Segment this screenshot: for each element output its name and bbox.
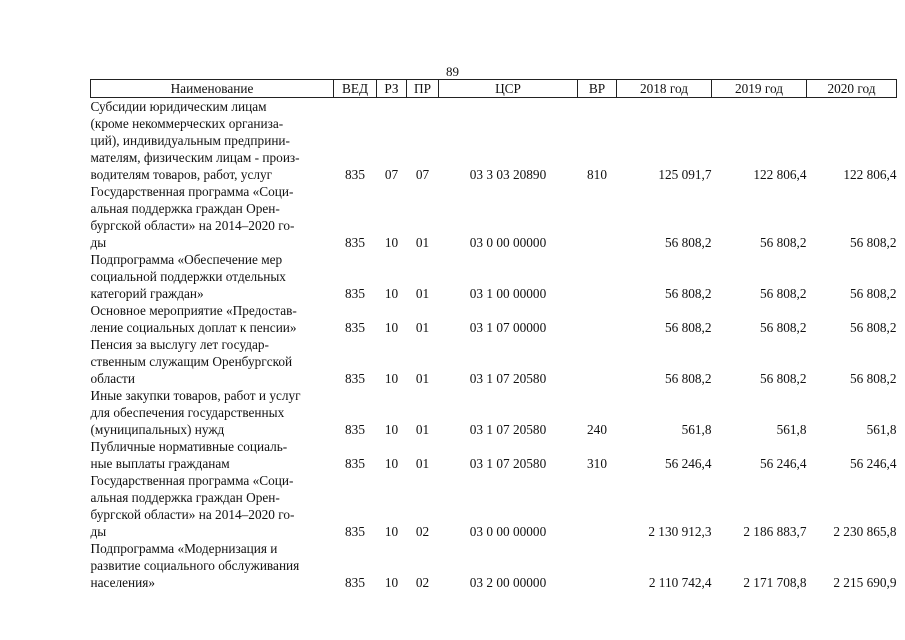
row-name-line: социальной поддержки отдельных bbox=[90, 269, 286, 284]
pr-cell: 02 bbox=[415, 575, 430, 590]
vr-cell bbox=[578, 183, 617, 251]
ved-cell: 835 bbox=[345, 286, 365, 301]
row-name-line: альная поддержка граждан Орен- bbox=[90, 201, 280, 216]
col-header-2019: 2019 год bbox=[712, 80, 807, 98]
row-name-line: Пенсия за выслугу лет государ- bbox=[90, 337, 269, 352]
row-name-cell bbox=[91, 472, 334, 540]
row-name-cell bbox=[91, 183, 334, 251]
vr-cell: 810 bbox=[587, 167, 607, 182]
row-name-line: Подпрограмма «Обеспечение мер bbox=[90, 252, 283, 267]
row-name-cell bbox=[91, 336, 334, 387]
rz-cell: 10 bbox=[384, 320, 399, 335]
budget-table bbox=[90, 79, 897, 591]
csr-cell: 03 1 07 20580 bbox=[469, 371, 547, 386]
row-name-line: Иные закупки товаров, работ и услуг bbox=[90, 388, 301, 403]
row-name-cell bbox=[91, 302, 334, 336]
col-header-2018: 2018 год bbox=[617, 80, 712, 98]
row-name-line: Подпрограмма «Модернизация и bbox=[90, 541, 278, 556]
csr-cell: 03 1 07 20580 bbox=[469, 422, 547, 437]
row-name-line: населения» bbox=[90, 575, 156, 590]
col-header-vr: ВР bbox=[578, 80, 617, 98]
vr-cell bbox=[578, 540, 617, 591]
row-name-cell bbox=[91, 251, 334, 302]
ved-cell: 835 bbox=[345, 167, 365, 182]
table-row bbox=[91, 387, 897, 438]
ved-cell: 835 bbox=[345, 320, 365, 335]
value-2018-cell: 56 246,4 bbox=[664, 456, 712, 471]
value-2019-cell: 561,8 bbox=[776, 422, 807, 437]
row-name-line: Публичные нормативные социаль- bbox=[90, 439, 288, 454]
vr-cell bbox=[578, 251, 617, 302]
ved-cell: 835 bbox=[345, 575, 365, 590]
value-2018-cell: 56 808,2 bbox=[664, 235, 712, 250]
col-header-rz: РЗ bbox=[377, 80, 407, 98]
row-name-line: альная поддержка граждан Орен- bbox=[90, 490, 280, 505]
row-name-line: Основное мероприятие «Предостав- bbox=[90, 303, 297, 318]
col-header-pr: ПР bbox=[407, 80, 439, 98]
vr-cell bbox=[578, 472, 617, 540]
csr-cell: 03 1 00 00000 bbox=[469, 286, 547, 301]
table-row bbox=[91, 472, 897, 540]
value-2020-cell: 56 808,2 bbox=[849, 320, 897, 335]
row-name-line: области bbox=[90, 371, 135, 386]
row-name-line: ды bbox=[90, 524, 107, 539]
row-name-line: ственным служащим Оренбургской bbox=[90, 354, 293, 369]
col-header-csr: ЦСР bbox=[439, 80, 578, 98]
row-name-line: развитие социального обслуживания bbox=[90, 558, 300, 573]
vr-cell bbox=[578, 302, 617, 336]
table-row bbox=[91, 98, 897, 184]
pr-cell: 02 bbox=[415, 524, 430, 539]
pr-cell: 01 bbox=[415, 371, 430, 386]
pr-cell: 01 bbox=[415, 286, 430, 301]
row-name-line: водителям товаров, работ, услуг bbox=[90, 167, 273, 182]
row-name-line: категорий граждан» bbox=[90, 286, 204, 301]
table-row bbox=[91, 438, 897, 472]
rz-cell: 10 bbox=[384, 422, 399, 437]
csr-cell: 03 2 00 00000 bbox=[469, 575, 547, 590]
value-2018-cell: 2 110 742,4 bbox=[648, 575, 712, 590]
ved-cell: 835 bbox=[345, 456, 365, 471]
value-2020-cell: 2 230 865,8 bbox=[833, 524, 897, 539]
row-name-line: ций), индивидуальным предприни- bbox=[90, 133, 290, 148]
col-header-ved: ВЕД bbox=[334, 80, 377, 98]
table-body bbox=[91, 98, 897, 592]
rz-cell: 07 bbox=[384, 167, 399, 182]
rz-cell: 10 bbox=[384, 575, 399, 590]
table-row bbox=[91, 540, 897, 591]
row-name-line: мателям, физическим лицам - произ- bbox=[90, 150, 300, 165]
vr-cell: 240 bbox=[587, 422, 607, 437]
pr-cell: 01 bbox=[415, 456, 430, 471]
row-name-line: ление социальных доплат к пенсии» bbox=[90, 320, 297, 335]
rz-cell: 10 bbox=[384, 286, 399, 301]
ved-cell: 835 bbox=[345, 524, 365, 539]
row-name-line: Государственная программа «Соци- bbox=[90, 473, 294, 488]
ved-cell: 835 bbox=[345, 235, 365, 250]
row-name-line: бургской области» на 2014–2020 го- bbox=[90, 218, 295, 233]
ved-cell: 835 bbox=[345, 371, 365, 386]
ved-cell: 835 bbox=[345, 422, 365, 437]
value-2018-cell: 56 808,2 bbox=[664, 371, 712, 386]
value-2020-cell: 2 215 690,9 bbox=[833, 575, 897, 590]
row-name-line: (кроме некоммерческих организа- bbox=[90, 116, 284, 131]
pr-cell: 01 bbox=[415, 422, 430, 437]
value-2020-cell: 56 808,2 bbox=[849, 286, 897, 301]
row-name-line: для обеспечения государственных bbox=[90, 405, 285, 420]
rz-cell: 10 bbox=[384, 371, 399, 386]
value-2020-cell: 122 806,4 bbox=[843, 167, 897, 182]
row-name-cell bbox=[91, 387, 334, 438]
value-2019-cell: 122 806,4 bbox=[753, 167, 807, 182]
value-2019-cell: 56 808,2 bbox=[759, 320, 807, 335]
value-2019-cell: 2 186 883,7 bbox=[743, 524, 807, 539]
table-row bbox=[91, 336, 897, 387]
table-row bbox=[91, 251, 897, 302]
value-2018-cell: 56 808,2 bbox=[664, 320, 712, 335]
value-2020-cell: 56 246,4 bbox=[849, 456, 897, 471]
value-2018-cell: 56 808,2 bbox=[664, 286, 712, 301]
value-2019-cell: 56 246,4 bbox=[759, 456, 807, 471]
row-name-cell bbox=[91, 540, 334, 591]
value-2020-cell: 56 808,2 bbox=[849, 371, 897, 386]
value-2020-cell: 561,8 bbox=[866, 422, 897, 437]
col-header-name: Наименование bbox=[91, 80, 334, 98]
value-2019-cell: 56 808,2 bbox=[759, 286, 807, 301]
row-name-line: ные выплаты гражданам bbox=[90, 456, 230, 471]
value-2018-cell: 125 091,7 bbox=[658, 167, 712, 182]
value-2019-cell: 2 171 708,8 bbox=[743, 575, 807, 590]
row-name-line: бургской области» на 2014–2020 го- bbox=[90, 507, 295, 522]
rz-cell: 10 bbox=[384, 524, 399, 539]
pr-cell: 01 bbox=[415, 235, 430, 250]
csr-cell: 03 0 00 00000 bbox=[469, 524, 547, 539]
csr-cell: 03 1 07 00000 bbox=[469, 320, 547, 335]
pr-cell: 01 bbox=[415, 320, 430, 335]
rz-cell: 10 bbox=[384, 456, 399, 471]
table-header-row bbox=[91, 80, 897, 98]
vr-cell bbox=[578, 336, 617, 387]
row-name-line: (муниципальных) нужд bbox=[90, 422, 225, 437]
value-2018-cell: 2 130 912,3 bbox=[648, 524, 712, 539]
pr-cell: 07 bbox=[415, 167, 430, 182]
value-2019-cell: 56 808,2 bbox=[759, 371, 807, 386]
row-name-line: Субсидии юридическим лицам bbox=[90, 99, 267, 114]
row-name-line: ды bbox=[90, 235, 107, 250]
row-name-line: Государственная программа «Соци- bbox=[90, 184, 294, 199]
col-header-2020: 2020 год bbox=[807, 80, 897, 98]
csr-cell: 03 1 07 20580 bbox=[469, 456, 547, 471]
row-name-cell bbox=[91, 438, 334, 472]
row-name-cell bbox=[91, 98, 334, 184]
csr-cell: 03 0 00 00000 bbox=[469, 235, 547, 250]
value-2018-cell: 561,8 bbox=[681, 422, 712, 437]
page-number: 89 bbox=[446, 64, 459, 79]
table-row bbox=[91, 302, 897, 336]
table-row bbox=[91, 183, 897, 251]
value-2019-cell: 56 808,2 bbox=[759, 235, 807, 250]
vr-cell: 310 bbox=[587, 456, 607, 471]
value-2020-cell: 56 808,2 bbox=[849, 235, 897, 250]
csr-cell: 03 3 03 20890 bbox=[469, 167, 547, 182]
rz-cell: 10 bbox=[384, 235, 399, 250]
